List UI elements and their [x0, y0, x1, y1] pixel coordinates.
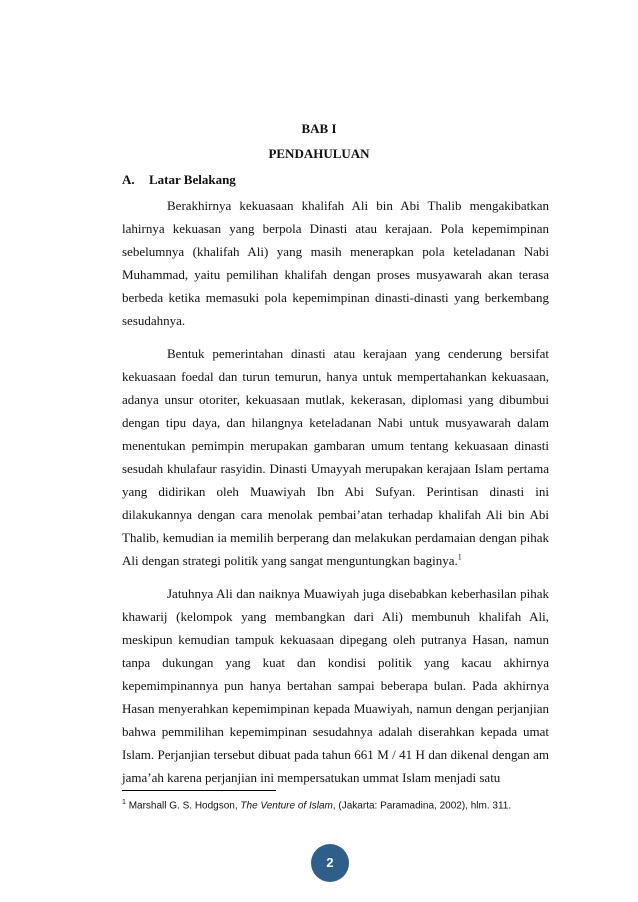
paragraph — [122, 342, 549, 572]
paragraph: Jatuhnya Ali dan naiknya Muawiyah juga disebabkan keberhasilan pihak khawarij (kelompok yang membangkan dari Ali) membunuh khalifah Ali, meskipun kemudian tampuk kekuasaan dipegang oleh putranya Hasan, namun tanpa dukungan yang kuat dan kondisi politik yang kacau akhirnya kepemimpinannya pun hanya bertahan sampai beberapa bulan. Pada akhirnya Hasan menyerahkan kepemimpinan kepada Muawiyah, namun dengan perjanjian bahwa pemmilihan kepemimpinan sesudahnya adalah diserahkan kepada umat Islam. Perjanjian tersebut dibuat pada tahun 661 M / 41 H dan dikenal dengan am jama’ah karena perjanjian ini mempersatukan ummat Islam menjadi satu — [122, 586, 549, 785]
chapter-title: PENDAHULUAN — [268, 146, 370, 161]
footnote-divider — [122, 790, 276, 791]
footnote-publication: , (Jakarta: Paramadina, 2002), hlm. 311. — [332, 800, 512, 812]
chapter-heading: BAB I — [301, 121, 337, 136]
section-heading — [122, 172, 236, 188]
section-title: Latar Belakang — [149, 172, 236, 187]
footnote-reference[interactable]: 1 — [457, 552, 462, 562]
paragraph-text: Bentuk pemerintahan dinasti atau kerajaan yang cenderung bersifat kekuasaan foedal dan turun temurun, hanya untuk mempertahankan kekuasaan, adanya unsur otoriter, kekuasaan mutlak, kekerasan, diplomasi yang dibumbui dengan tipu daya, dan hilangnya keteladanan Nabi untuk musyawarah dalam menentukan pemimpin merupakan gambaran umum tentang kekuasaan dinasti sesudah khulafaur rasyidin. Dinasti Umayyah merupakan kerajaan Islam pertama yang didirikan oleh Muawiyah Ibn Abi Sufyan. Perintisan dinasti ini dilakukannya dengan cara menolak pembai’atan terhadap khalifah Ali bin Abi Thalib, kemudian ia memilih berperang dan melakukan perdamaian dengan pihak Ali dengan strategi politik yang sangat menguntungkan baginya. — [122, 346, 549, 568]
paragraph: Berakhirnya kekuasaan khalifah Ali bin Abi Thalib mengakibatkan lahirnya kekuasan yang berpola Dinasti atau kerajaan. Pola kepemimpinan sebelumnya (khalifah Ali) yang masih menerapkan pola keteladanan Nabi Muhammad, yaitu pemilihan khalifah dengan proses musyawarah akan terasa berbeda ketika memasuki pola kepemimpinan dinasti-dinasti yang berkembang sesudahnya. — [122, 198, 549, 328]
footnote-author: Marshall G. S. Hodgson, — [128, 800, 241, 812]
section-number: A. — [122, 172, 135, 187]
page-number-badge: 2 — [311, 844, 349, 882]
footnote-book-title: The Venture of Islam — [240, 800, 333, 812]
footnote-mark: 1 — [122, 799, 126, 806]
body-text — [122, 194, 549, 799]
footnote — [122, 799, 552, 811]
